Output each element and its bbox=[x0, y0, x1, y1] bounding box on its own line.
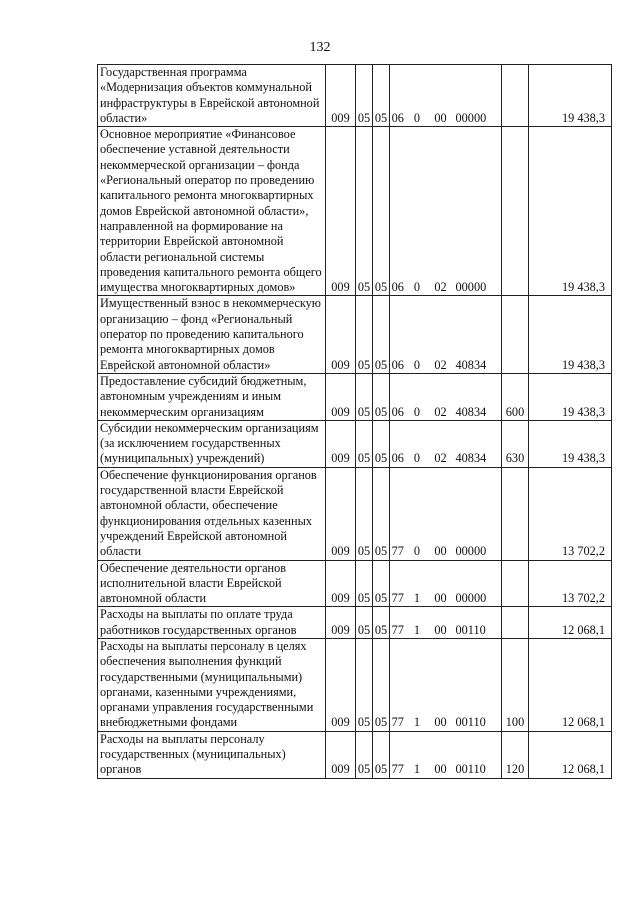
section-code: 05 bbox=[356, 560, 373, 607]
budget-table bbox=[97, 64, 612, 779]
subsection-code: 05 bbox=[373, 127, 390, 296]
expense-code: 00000 bbox=[453, 467, 502, 560]
subprogram-code: 1 bbox=[406, 560, 429, 607]
subsection-code: 05 bbox=[373, 65, 390, 127]
section-code: 05 bbox=[356, 638, 373, 731]
section-code: 05 bbox=[356, 420, 373, 467]
ministry-code: 009 bbox=[326, 373, 356, 420]
expense-type-code bbox=[502, 467, 529, 560]
subsection-code: 05 bbox=[373, 607, 390, 639]
subprogram-code: 0 bbox=[406, 420, 429, 467]
direction-code: 02 bbox=[429, 127, 453, 296]
program-code: 77 bbox=[390, 560, 406, 607]
expense-code: 40834 bbox=[453, 373, 502, 420]
direction-code: 00 bbox=[429, 467, 453, 560]
direction-code: 02 bbox=[429, 296, 453, 373]
table-row bbox=[98, 65, 612, 127]
subprogram-code: 1 bbox=[406, 607, 429, 639]
subprogram-code: 0 bbox=[406, 127, 429, 296]
row-name: Расходы на выплаты по оплате труда работников государственных органов bbox=[98, 607, 326, 639]
amount: 13 702,2 bbox=[529, 467, 612, 560]
section-code: 05 bbox=[356, 373, 373, 420]
subprogram-code: 0 bbox=[406, 65, 429, 127]
table-row bbox=[98, 638, 612, 731]
subsection-code: 05 bbox=[373, 638, 390, 731]
ministry-code: 009 bbox=[326, 638, 356, 731]
expense-code: 40834 bbox=[453, 420, 502, 467]
section-code: 05 bbox=[356, 296, 373, 373]
subsection-code: 05 bbox=[373, 296, 390, 373]
amount: 19 438,3 bbox=[529, 296, 612, 373]
expense-code: 00000 bbox=[453, 65, 502, 127]
expense-type-code: 600 bbox=[502, 373, 529, 420]
direction-code: 02 bbox=[429, 373, 453, 420]
subsection-code: 05 bbox=[373, 373, 390, 420]
amount: 19 438,3 bbox=[529, 420, 612, 467]
row-name: Субсидии некоммерческим организациям (за исключением государственных (муниципальных) учреждений) bbox=[98, 420, 326, 467]
expense-code: 00000 bbox=[453, 127, 502, 296]
section-code: 05 bbox=[356, 127, 373, 296]
expense-code: 00110 bbox=[453, 731, 502, 778]
program-code: 77 bbox=[390, 467, 406, 560]
ministry-code: 009 bbox=[326, 467, 356, 560]
subprogram-code: 0 bbox=[406, 296, 429, 373]
row-name: Государственная программа «Модернизация объектов коммунальной инфраструктуры в Еврейской автономной области» bbox=[98, 65, 326, 127]
expense-code: 40834 bbox=[453, 296, 502, 373]
program-code: 06 bbox=[390, 296, 406, 373]
ministry-code: 009 bbox=[326, 420, 356, 467]
ministry-code: 009 bbox=[326, 560, 356, 607]
table-row bbox=[98, 467, 612, 560]
subsection-code: 05 bbox=[373, 560, 390, 607]
subprogram-code: 1 bbox=[406, 638, 429, 731]
expense-code: 00000 bbox=[453, 560, 502, 607]
expense-type-code: 120 bbox=[502, 731, 529, 778]
subprogram-code: 0 bbox=[406, 467, 429, 560]
direction-code: 00 bbox=[429, 638, 453, 731]
ministry-code: 009 bbox=[326, 296, 356, 373]
program-code: 06 bbox=[390, 65, 406, 127]
amount: 19 438,3 bbox=[529, 373, 612, 420]
expense-code: 00110 bbox=[453, 638, 502, 731]
program-code: 06 bbox=[390, 373, 406, 420]
ministry-code: 009 bbox=[326, 607, 356, 639]
subprogram-code: 0 bbox=[406, 373, 429, 420]
table-row bbox=[98, 420, 612, 467]
subsection-code: 05 bbox=[373, 731, 390, 778]
row-name: Расходы на выплаты персоналу государственных (муниципальных) органов bbox=[98, 731, 326, 778]
program-code: 06 bbox=[390, 420, 406, 467]
row-name: Имущественный взнос в некоммерческую организацию – фонд «Региональный оператор по проведению капитального ремонта многоквартирных домов Еврейской автономной области» bbox=[98, 296, 326, 373]
program-code: 77 bbox=[390, 607, 406, 639]
program-code: 06 bbox=[390, 127, 406, 296]
table-row bbox=[98, 127, 612, 296]
row-name: Расходы на выплаты персоналу в целях обеспечения выполнения функций государственными (муниципальными) органами, казенными учреждениями, органами управления государственными внебюджетными фондами bbox=[98, 638, 326, 731]
amount: 12 068,1 bbox=[529, 638, 612, 731]
row-name: Обеспечение деятельности органов исполнительной власти Еврейской автономной области bbox=[98, 560, 326, 607]
program-code: 77 bbox=[390, 638, 406, 731]
section-code: 05 bbox=[356, 467, 373, 560]
amount: 19 438,3 bbox=[529, 127, 612, 296]
section-code: 05 bbox=[356, 607, 373, 639]
expense-type-code: 630 bbox=[502, 420, 529, 467]
table-row bbox=[98, 607, 612, 639]
expense-code: 00110 bbox=[453, 607, 502, 639]
expense-type-code bbox=[502, 560, 529, 607]
expense-type-code bbox=[502, 296, 529, 373]
subprogram-code: 1 bbox=[406, 731, 429, 778]
amount: 13 702,2 bbox=[529, 560, 612, 607]
amount: 19 438,3 bbox=[529, 65, 612, 127]
section-code: 05 bbox=[356, 731, 373, 778]
table-row bbox=[98, 296, 612, 373]
amount: 12 068,1 bbox=[529, 731, 612, 778]
page-number: 132 bbox=[309, 40, 331, 55]
direction-code: 02 bbox=[429, 420, 453, 467]
expense-type-code: 100 bbox=[502, 638, 529, 731]
table-row bbox=[98, 560, 612, 607]
expense-type-code bbox=[502, 127, 529, 296]
ministry-code: 009 bbox=[326, 65, 356, 127]
row-name: Основное мероприятие «Финансовое обеспечение уставной деятельности некоммерческой организации – фонда «Региональный оператор по проведению капитального ремонта многоквартирных домов Еврейской автономной области», направленной на формирование на территории Еврейской автономной области региональной системы проведения капитального ремонта общего имущества многоквартирных домов» bbox=[98, 127, 326, 296]
row-name: Предоставление субсидий бюджетным, автономным учреждениям и иным некоммерческим организациям bbox=[98, 373, 326, 420]
table-row bbox=[98, 731, 612, 778]
direction-code: 00 bbox=[429, 560, 453, 607]
ministry-code: 009 bbox=[326, 127, 356, 296]
direction-code: 00 bbox=[429, 731, 453, 778]
direction-code: 00 bbox=[429, 65, 453, 127]
ministry-code: 009 bbox=[326, 731, 356, 778]
expense-type-code bbox=[502, 65, 529, 127]
table-row bbox=[98, 373, 612, 420]
expense-type-code bbox=[502, 607, 529, 639]
program-code: 77 bbox=[390, 731, 406, 778]
direction-code: 00 bbox=[429, 607, 453, 639]
subsection-code: 05 bbox=[373, 467, 390, 560]
section-code: 05 bbox=[356, 65, 373, 127]
subsection-code: 05 bbox=[373, 420, 390, 467]
amount: 12 068,1 bbox=[529, 607, 612, 639]
row-name: Обеспечение функционирования органов государственной власти Еврейской автономной области, обеспечение функционирования отдельных казенных учреждений Еврейской автономной области bbox=[98, 467, 326, 560]
